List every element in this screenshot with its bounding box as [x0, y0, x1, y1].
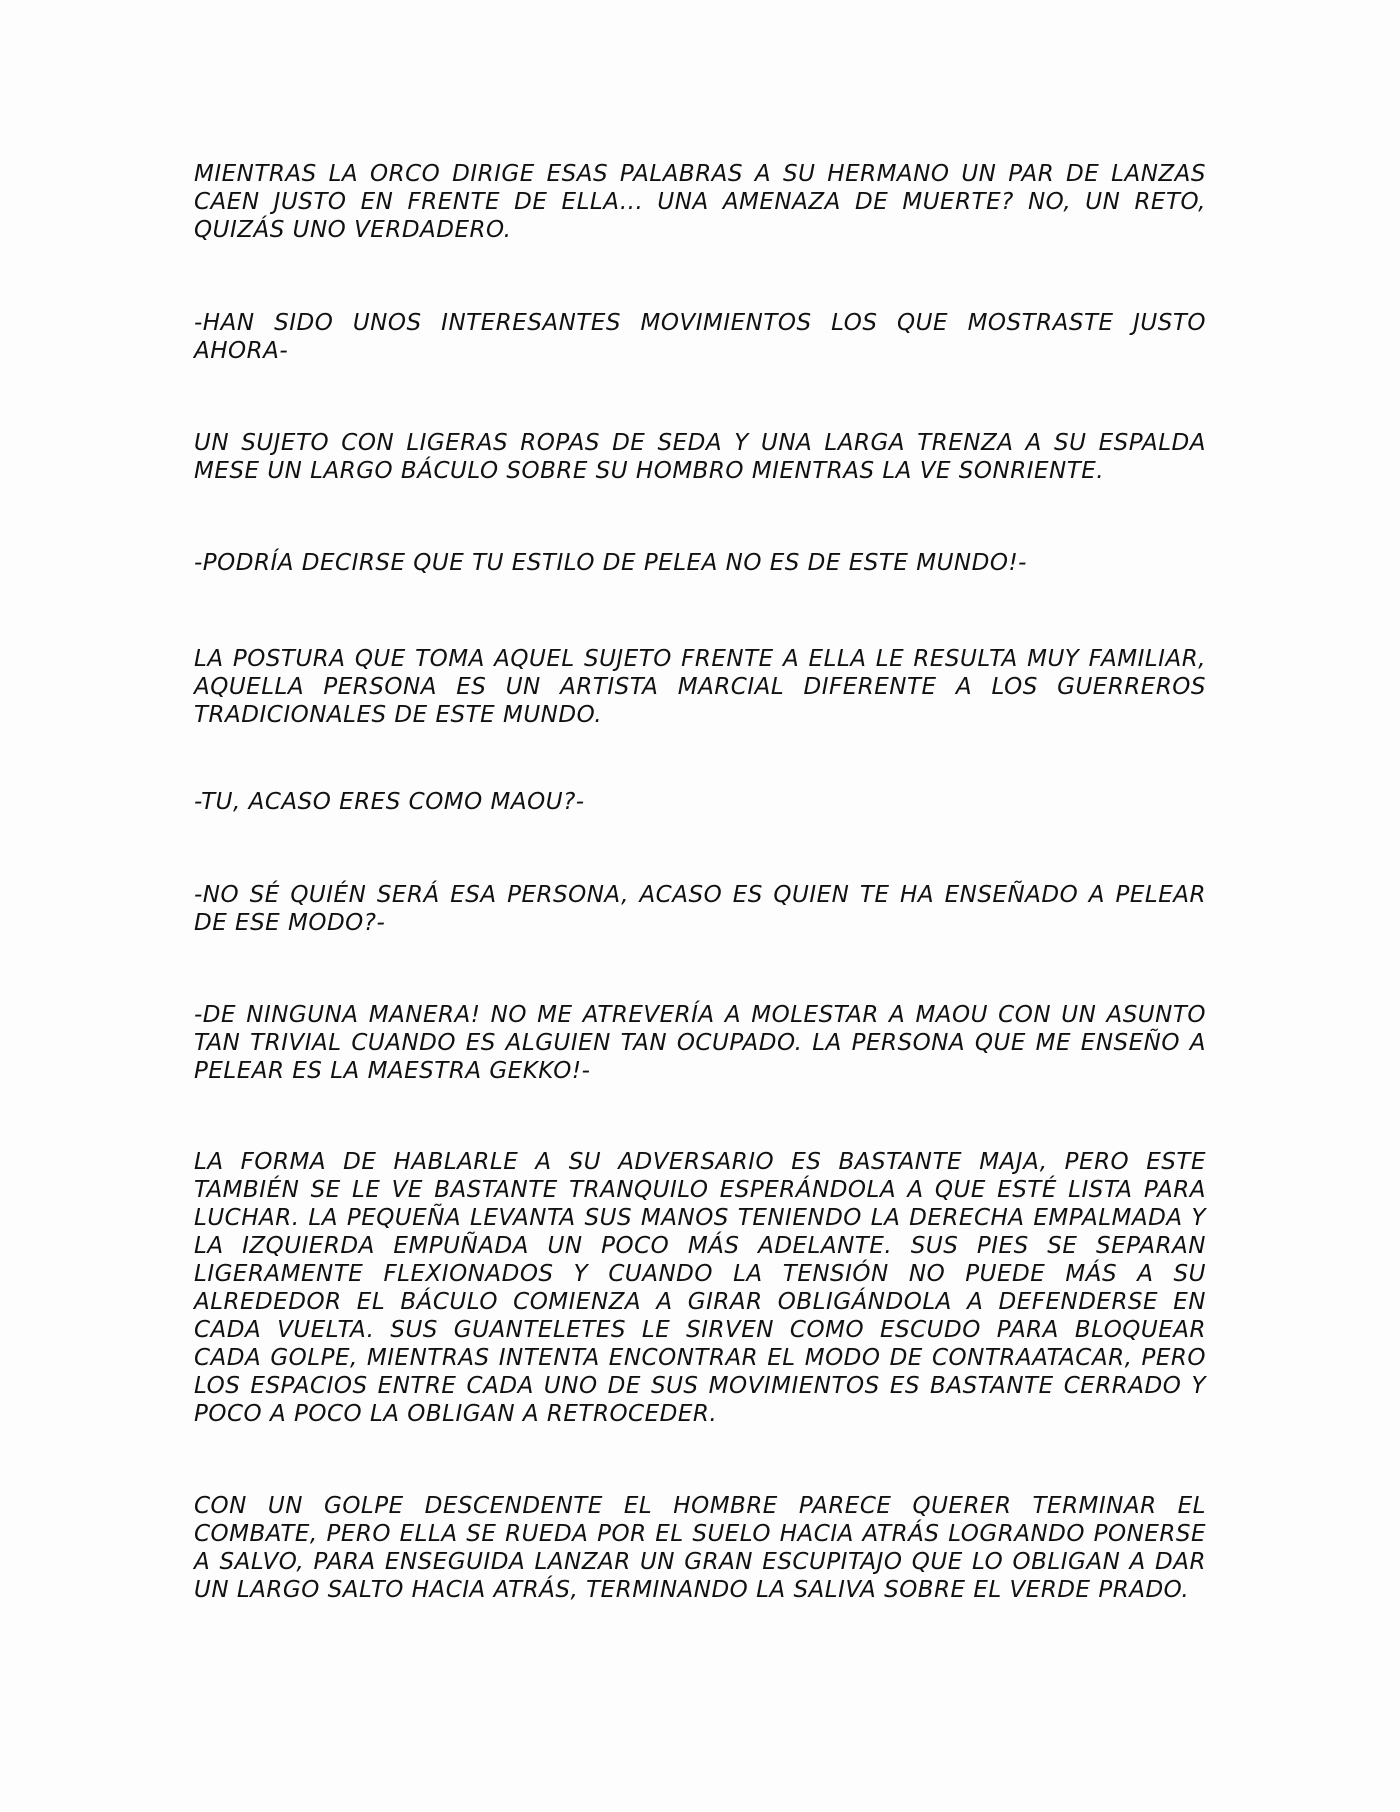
paragraph-narration-2: UN SUJETO CON LIGERAS ROPAS DE SEDA Y UNA LARGA TRENZA A SU ESPALDA MESE UN LARGO BÁCULO SOBRE SU HOMBRO MIENTRAS LA VE SONRIENTE.	[194, 430, 1206, 484]
paragraph-dialogue-1: -HAN SIDO UNOS INTERESANTES MOVIMIENTOS LOS QUE MOSTRASTE JUSTO AHORA-	[194, 310, 1206, 364]
paragraph-narration-1: MIENTRAS LA ORCO DIRIGE ESAS PALABRAS A SU HERMANO UN PAR DE LANZAS CAEN JUSTO EN FRENTE DE ELLA... UNA AMENAZA DE MUERTE? NO, UN RETO, QUIZÁS UNO VERDADERO.	[194, 161, 1206, 243]
paragraph-dialogue-4: -NO SÉ QUIÉN SERÁ ESA PERSONA, ACASO ES QUIEN TE HA ENSEÑADO A PELEAR DE ESE MODO?-	[194, 882, 1206, 936]
paragraph-dialogue-5: -DE NINGUNA MANERA! NO ME ATREVERÍA A MOLESTAR A MAOU CON UN ASUNTO TAN TRIVIAL CUANDO ES ALGUIEN TAN OCUPADO. LA PERSONA QUE ME ENSEÑO A PELEAR ES LA MAESTRA GEKKO!-	[194, 1002, 1206, 1084]
paragraph-narration-3: LA POSTURA QUE TOMA AQUEL SUJETO FRENTE A ELLA LE RESULTA MUY FAMILIAR, AQUELLA PERSONA ES UN ARTISTA MARCIAL DIFERENTE A LOS GUERREROS TRADICIONALES DE ESTE MUNDO.	[194, 646, 1206, 728]
paragraph-dialogue-3: -TU, ACASO ERES COMO MAOU?-	[194, 789, 585, 815]
paragraph-narration-4: LA FORMA DE HABLARLE A SU ADVERSARIO ES BASTANTE MAJA, PERO ESTE TAMBIÉN SE LE VE BASTANTE TRANQUILO ESPERÁNDOLA A QUE ESTÉ LISTA PARA LUCHAR. LA PEQUEÑA LEVANTA SUS MANOS TENIENDO LA DERECHA EMPALMADA Y LA IZQUIERDA EMPUÑADA UN POCO MÁS ADELANTE. SUS PIES SE SEPARAN LIGERAMENTE FLEXIONADOS Y CUANDO LA TENSIÓN NO PUEDE MÁS A SU ALREDEDOR EL BÁCULO COMIENZA A GIRAR OBLIGÁNDOLA A DEFENDERSE EN CADA VUELTA. SUS GUANTELETES LE SIRVEN COMO ESCUDO PARA BLOQUEAR CADA GOLPE, MIENTRAS INTENTA ENCONTRAR EL MODO DE CONTRAATACAR, PERO LOS ESPACIOS ENTRE CADA UNO DE SUS MOVIMIENTOS ES BASTANTE CERRADO Y POCO A POCO LA OBLIGAN A RETROCEDER.	[194, 1149, 1206, 1427]
paragraph-dialogue-2: -PODRÍA DECIRSE QUE TU ESTILO DE PELEA NO ES DE ESTE MUNDO!-	[194, 550, 1027, 576]
paragraph-narration-5: CON UN GOLPE DESCENDENTE EL HOMBRE PARECE QUERER TERMINAR EL COMBATE, PERO ELLA SE RUEDA POR EL SUELO HACIA ATRÁS LOGRANDO PONERSE A SALVO, PARA ENSEGUIDA LANZAR UN GRAN ESCUPITAJO QUE LO OBLIGAN A DAR UN LARGO SALTO HACIA ATRÁS, TERMINANDO LA SALIVA SOBRE EL VERDE PRADO.	[194, 1493, 1206, 1603]
